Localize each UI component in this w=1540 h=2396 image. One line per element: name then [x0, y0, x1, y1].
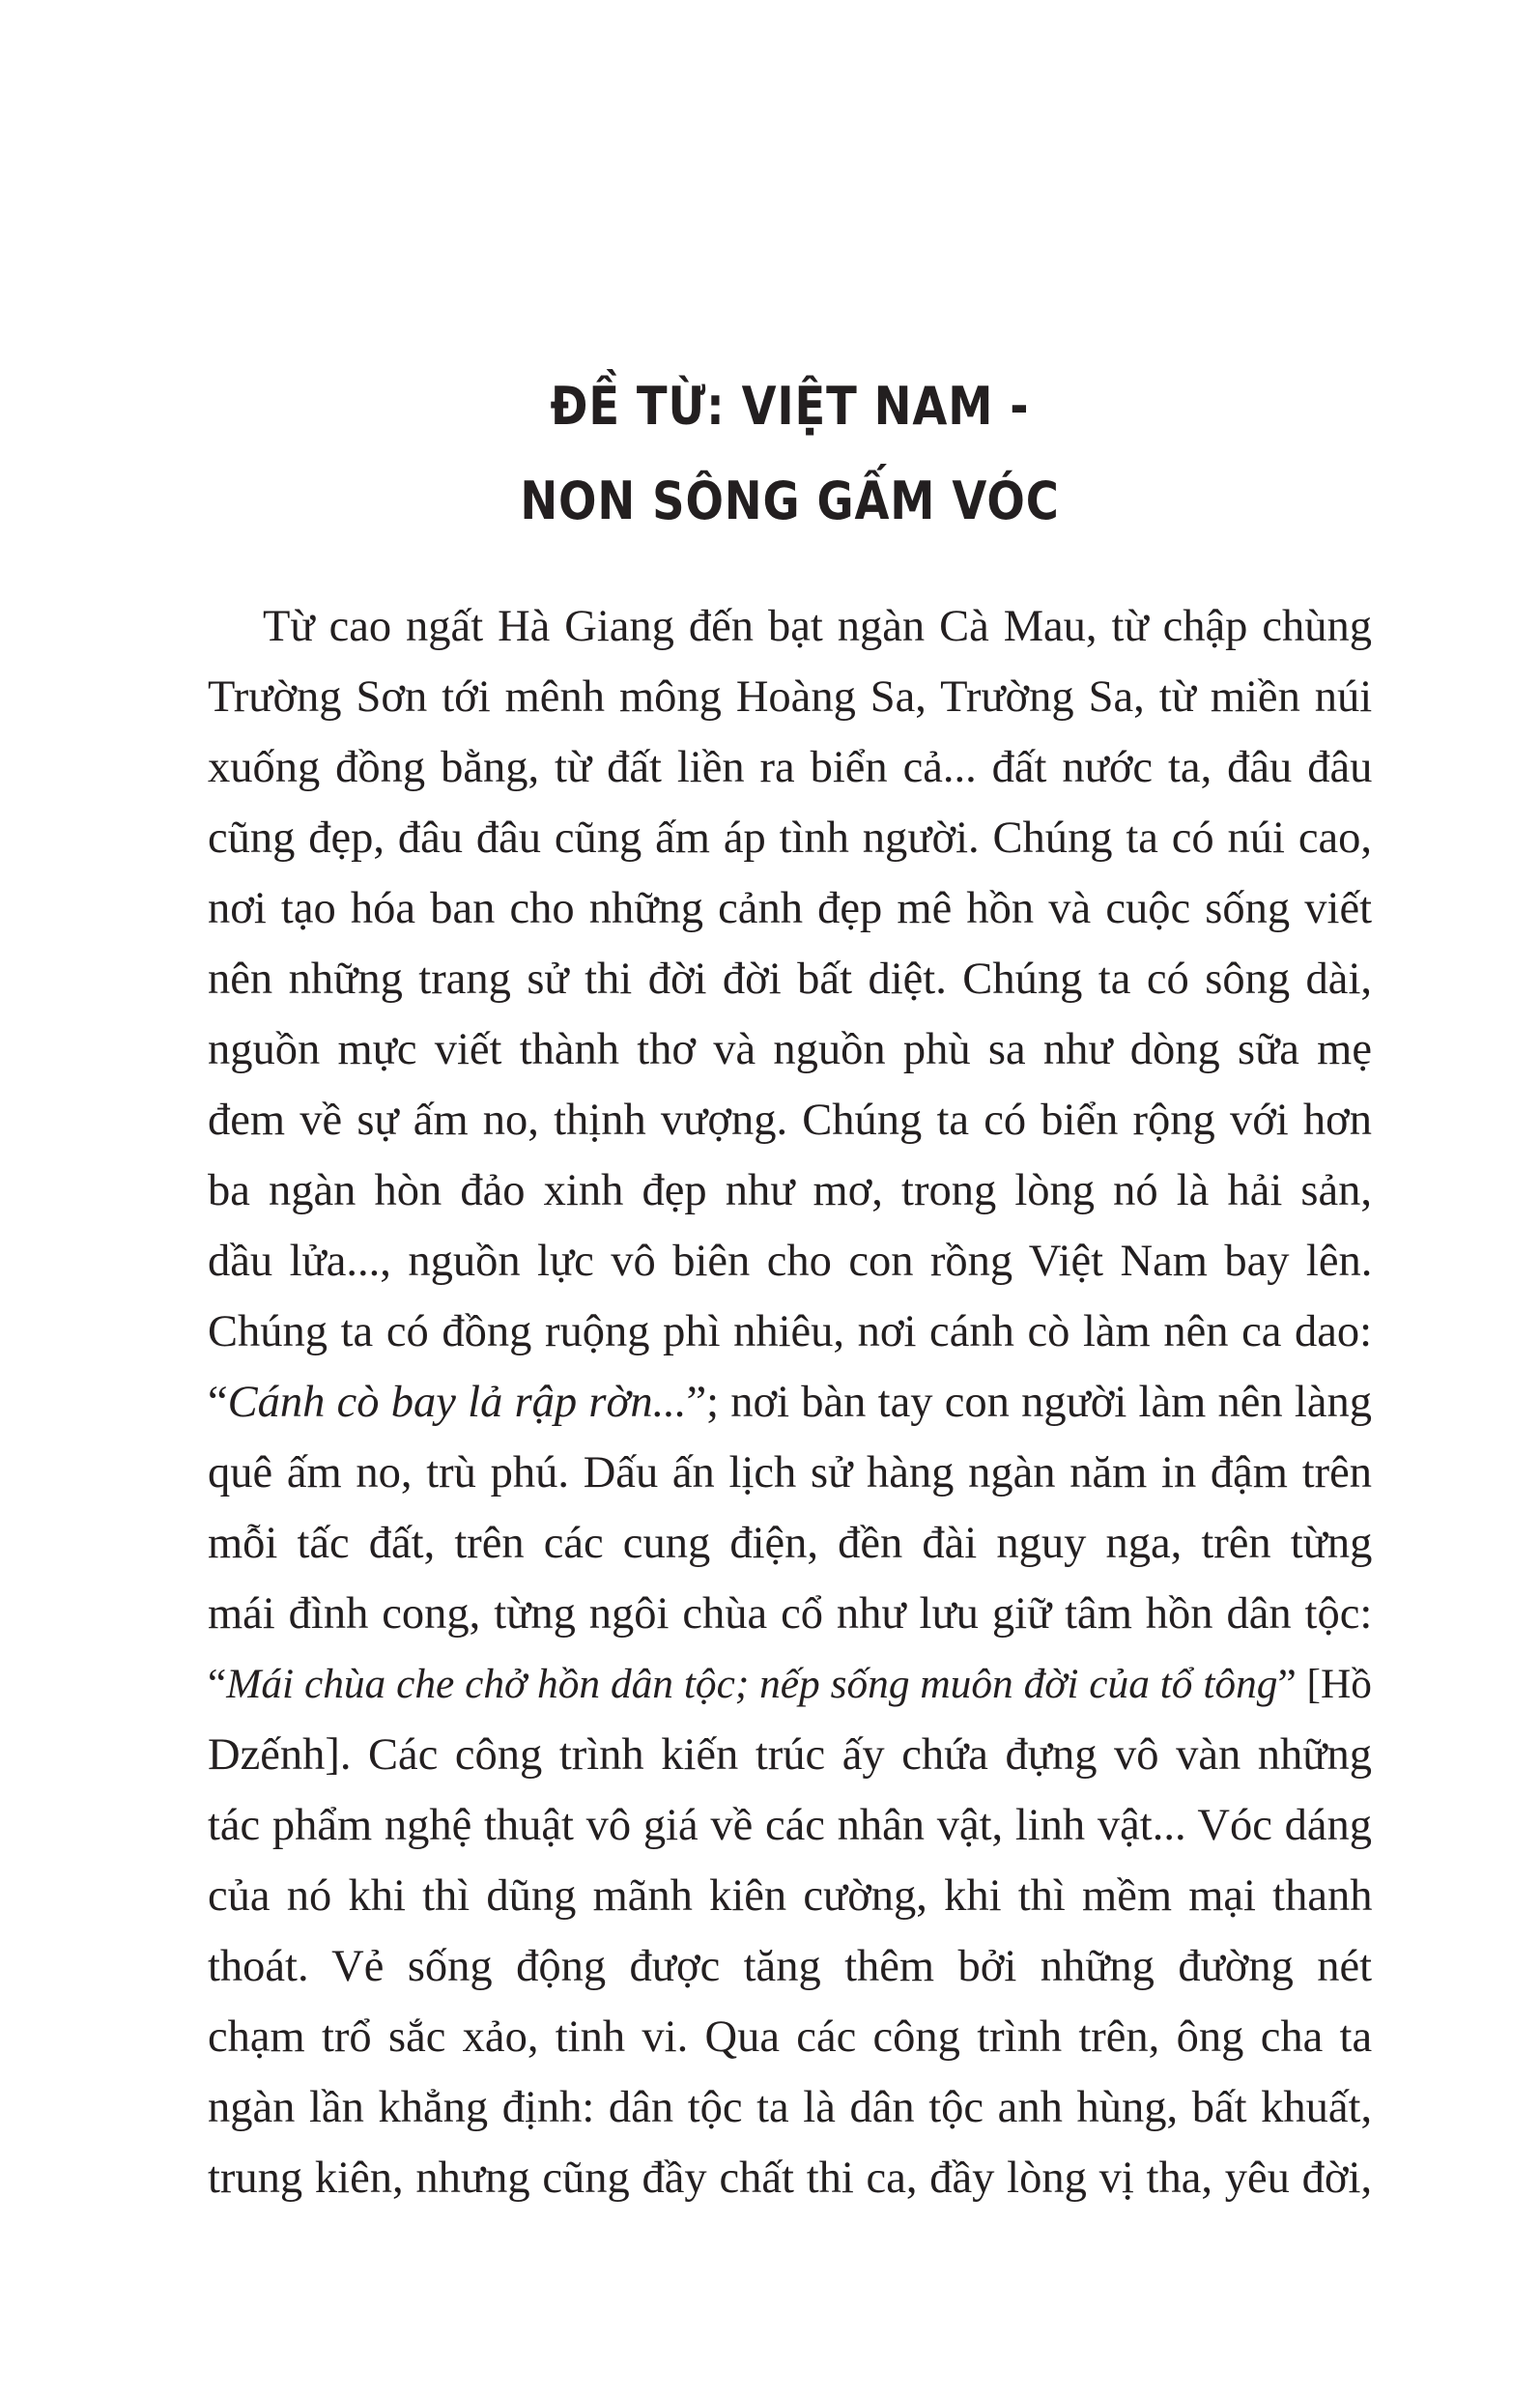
text-line: của nó khi thì dũng mãnh kiên cường, khi thì mềm mại thanh: [208, 1871, 1373, 1921]
text-line-with-quote: [208, 1367, 1372, 1438]
text-line: mái đình cong, từng ngôi chùa cổ như lưu giữ tâm hồn dân tộc:: [208, 1589, 1373, 1639]
text-line: ba ngàn hòn đảo xinh đẹp như mơ, trong lòng nó là hải sản,: [208, 1166, 1372, 1215]
title-line-1: ĐỀ TỪ: VIỆT NAM -: [550, 376, 1030, 437]
text-line: Dzếnh]. Các công trình kiến trúc ấy chứa đựng vô vàn những: [208, 1730, 1372, 1780]
text-line: cũng đẹp, đâu đâu cũng ấm áp tình người. Chúng ta có núi cao,: [208, 813, 1372, 863]
text-line: nguồn mực viết thành thơ và nguồn phù sa như dòng sữa mẹ: [208, 1025, 1372, 1074]
title-line-2: NON SÔNG GẤM VÓC: [520, 471, 1060, 531]
text-line-with-quote: [208, 1649, 1372, 1720]
text-line: chạm trổ sắc xảo, tinh vi. Qua các công trình trên, ông cha ta: [208, 2012, 1373, 2062]
page-title: [208, 359, 1372, 549]
text-line: Chúng ta có đồng ruộng phì nhiêu, nơi cánh cò làm nên ca dao:: [208, 1307, 1373, 1356]
italic-quote: Mái chùa che chở hồn dân tộc; nếp sống muôn đời của tổ tông: [226, 1661, 1278, 1707]
text-line: dầu lửa..., nguồn lực vô biên cho con rồng Việt Nam bay lên.: [208, 1237, 1373, 1286]
text-line: Trường Sơn tới mênh mông Hoàng Sa, Trường Sa, từ miền núi: [208, 672, 1373, 722]
text-line: thoát. Vẻ sống động được tăng thêm bởi những đường nét: [208, 1942, 1373, 1991]
text-line: xuống đồng bằng, từ đất liền ra biển cả... đất nước ta, đâu đâu: [208, 743, 1373, 792]
text-fragment: ” [Hồ: [1277, 1661, 1372, 1707]
text-line: tác phẩm nghệ thuật vô giá về các nhân vật, linh vật... Vóc dáng: [208, 1801, 1372, 1850]
text-line: nên những trang sử thi đời đời bất diệt. Chúng ta có sông dài,: [208, 955, 1372, 1004]
text-line: trung kiên, nhưng cũng đầy chất thi ca, đầy lòng vị tha, yêu đời,: [208, 2154, 1373, 2203]
italic-quote: Cánh cò bay lả rập rờn...: [227, 1378, 687, 1427]
text-line: Từ cao ngất Hà Giang đến bạt ngàn Cà Mau, từ chập chùng: [263, 602, 1372, 651]
text-line: ngàn lần khẳng định: dân tộc ta là dân tộc anh hùng, bất khuất,: [208, 2083, 1373, 2132]
text-line: quê ấm no, trù phú. Dấu ấn lịch sử hàng ngàn năm in đậm trên: [208, 1448, 1372, 1498]
body-paragraph: [208, 591, 1372, 2213]
text-fragment: ”; nơi bàn tay con người làm nên làng: [686, 1378, 1372, 1427]
open-quote: “: [208, 1661, 227, 1707]
text-line: mỗi tấc đất, trên các cung điện, đền đài nguy nga, trên từng: [208, 1519, 1373, 1568]
text-line: đem về sự ấm no, thịnh vượng. Chúng ta có biển rộng với hơn: [208, 1096, 1372, 1145]
text-line: nơi tạo hóa ban cho những cảnh đẹp mê hồn và cuộc sống viết: [208, 884, 1373, 933]
open-quote: “: [208, 1378, 228, 1427]
